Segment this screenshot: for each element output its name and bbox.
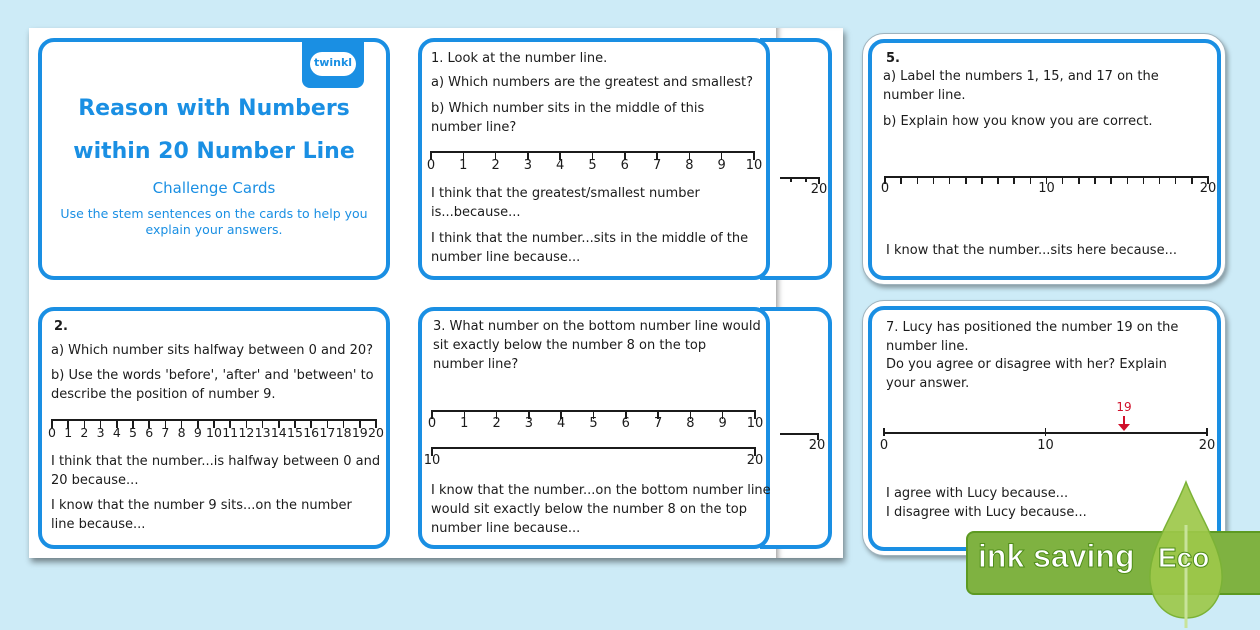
number-line-label: 10 — [745, 158, 763, 173]
q2-part-a: a) Which number sits halfway between 0 and 20? — [51, 343, 374, 358]
logo-text: twinkl — [313, 56, 353, 69]
number-line-label: 10 — [206, 425, 222, 440]
number-line-label: 2 — [491, 158, 500, 173]
back-number-line-bottom — [780, 433, 818, 435]
number-line-label: 20 — [1199, 181, 1217, 196]
number-line-tick — [1030, 176, 1032, 184]
q2-part-b-1: b) Use the words 'before', 'after' and 'between' to — [51, 368, 374, 383]
number-line-label: 9 — [718, 416, 727, 431]
q5-stem: I know that the number...sits here because... — [886, 243, 1177, 258]
eco-label: Eco — [1158, 542, 1210, 573]
number-line-label: 0 — [426, 158, 436, 173]
number-line-label: 6 — [621, 416, 630, 431]
number-line-label: 3 — [523, 158, 533, 173]
q1-stem1-1: I think that the greatest/smallest number — [431, 186, 700, 201]
q1-stem2-2: number line because... — [431, 250, 581, 265]
q2-stem1-2: 20 because... — [51, 473, 139, 488]
number-line-tick — [1143, 176, 1145, 184]
q5-part-a-2: number line. — [883, 88, 966, 103]
number-line-label: 1 — [459, 158, 468, 173]
q7-question-1: Do you agree or disagree with her? Explain — [886, 357, 1167, 372]
tick — [790, 177, 792, 182]
q7-stem-2: I disagree with Lucy because... — [886, 505, 1087, 520]
number-line-tick — [965, 176, 967, 184]
number-line-label: 9 — [193, 425, 202, 440]
number-line-tick — [1159, 176, 1161, 184]
q5-part-b: b) Explain how you know you are correct. — [883, 114, 1153, 129]
number-line-tick — [1127, 176, 1129, 184]
number-line-tick — [1094, 176, 1096, 184]
number-line-label: 4 — [556, 158, 565, 173]
number-line-tick — [1078, 176, 1080, 184]
number-line-label: 0 — [879, 438, 889, 453]
number-line-label: 14 — [270, 425, 287, 440]
q7-marker-label: 19 — [1116, 400, 1132, 414]
number-line-tick — [1013, 176, 1015, 184]
tick — [805, 177, 807, 182]
q5-part-a-1: a) Label the numbers 1, 15, and 17 on the — [883, 69, 1159, 84]
cover-title-line2: within 20 Number Line — [73, 139, 355, 164]
number-line-label: 7 — [652, 158, 662, 173]
q5-heading: 5. — [886, 51, 900, 66]
number-line-label: 6 — [145, 425, 154, 440]
number-line-tick — [900, 176, 902, 184]
number-line-label: 10 — [746, 416, 764, 431]
number-line-tick — [1110, 176, 1112, 184]
number-line-label: 8 — [685, 158, 694, 173]
q2-part-b-2: describe the position of number 9. — [51, 387, 276, 402]
q1-stem2-1: I think that the number...sits in the middle of the — [431, 231, 749, 246]
q7-heading-2: number line. — [886, 339, 969, 354]
ink-saving-label: ink saving — [978, 538, 1135, 574]
number-line-tick — [1175, 176, 1177, 184]
number-line-label: 10 — [1038, 181, 1055, 196]
number-line-label: 4 — [557, 416, 566, 431]
q3-stem-2: would sit exactly below the number 8 on the top — [431, 502, 747, 517]
number-line-tick — [883, 428, 885, 436]
cover-subtitle: Challenge Cards — [152, 179, 276, 197]
back-label-top: 20 — [810, 182, 828, 197]
cover-title-line1: Reason with Numbers — [78, 96, 350, 121]
number-line-label: 8 — [686, 416, 695, 431]
number-line-label: 13 — [254, 425, 271, 440]
q1-part-b-2: number line? — [431, 120, 517, 135]
number-line-label: 5 — [588, 158, 597, 173]
q3-heading-1: 3. What number on the bottom number line would — [433, 319, 761, 334]
number-line-label: 18 — [335, 425, 352, 440]
number-line-tick — [1062, 176, 1064, 184]
number-line-label: 5 — [589, 416, 598, 431]
number-line-label: 15 — [287, 425, 303, 440]
number-line-label: 20 — [1198, 438, 1216, 453]
number-line-label: 2 — [492, 416, 501, 431]
q2-stem2-2: line because... — [51, 517, 146, 532]
number-line-label: 17 — [319, 425, 336, 440]
number-line-label: 0 — [880, 181, 890, 196]
number-line-tick — [917, 176, 919, 184]
number-line-tick — [1206, 428, 1208, 436]
number-line-label: 11 — [222, 425, 239, 440]
q1-part-b-1: b) Which number sits in the middle of this — [431, 101, 705, 116]
cover-instructions-2: explain your answers. — [145, 222, 283, 237]
number-line-label: 20 — [368, 425, 384, 440]
q2-stem2-1: I know that the number 9 sits...on the number — [51, 498, 352, 513]
q7-question-2: your answer. — [886, 376, 970, 391]
q2-heading: 2. — [54, 319, 68, 334]
q1-stem1-2: is...because... — [431, 205, 521, 220]
number-line-label: 1 — [64, 425, 73, 440]
q7-heading-1: 7. Lucy has positioned the number 19 on the — [886, 320, 1179, 335]
number-line-tick — [1191, 176, 1193, 184]
back-label-bottom: 20 — [808, 438, 826, 453]
number-line-label: 9 — [717, 158, 726, 173]
number-line-label: 3 — [96, 425, 105, 440]
number-line-axis — [432, 447, 755, 449]
number-line-label: 1 — [460, 416, 469, 431]
q3-heading-2: sit exactly below the number 8 on the top — [433, 338, 707, 353]
q3-stem-3: number line because... — [431, 521, 581, 536]
number-line-label: 3 — [524, 416, 534, 431]
number-line-label: 8 — [177, 425, 186, 440]
number-line-label: 20 — [746, 453, 764, 468]
number-line-label: 19 — [351, 425, 368, 440]
q1-heading: 1. Look at the number line. — [431, 51, 608, 66]
q2-stem1-1: I think that the number...is halfway between 0 and — [51, 454, 381, 469]
q3-heading-3: number line? — [433, 357, 519, 372]
number-line-tick — [997, 176, 999, 184]
number-line-label: 2 — [80, 425, 89, 440]
back-card-top — [760, 38, 832, 280]
back-number-line-top — [780, 177, 819, 179]
number-line-label: 0 — [48, 425, 56, 440]
marker-arrowhead-icon — [1118, 424, 1130, 431]
number-line-tick — [949, 176, 951, 184]
number-line-label: 10 — [1037, 438, 1054, 453]
number-line-label: 7 — [161, 425, 170, 440]
q3-stem-1: I know that the number...on the bottom number line — [431, 483, 771, 498]
number-line-label: 12 — [238, 425, 255, 440]
cover-content — [38, 38, 390, 280]
number-line-tick — [933, 176, 935, 184]
number-line-label: 0 — [427, 416, 437, 431]
number-line-label: 10 — [423, 453, 441, 468]
number-line-tick — [981, 176, 983, 184]
number-line-tick — [1045, 428, 1047, 436]
cover-instructions-1: Use the stem sentences on the cards to help you — [60, 206, 368, 221]
number-line-label: 16 — [303, 425, 320, 440]
back-card-bottom — [760, 307, 832, 549]
number-line-label: 6 — [620, 158, 629, 173]
number-line-label: 7 — [653, 416, 663, 431]
q1-part-a: a) Which numbers are the greatest and smallest? — [431, 75, 754, 90]
q7-stem-1: I agree with Lucy because... — [886, 486, 1069, 501]
number-line-label: 4 — [112, 425, 121, 440]
number-line-label: 5 — [129, 425, 137, 440]
